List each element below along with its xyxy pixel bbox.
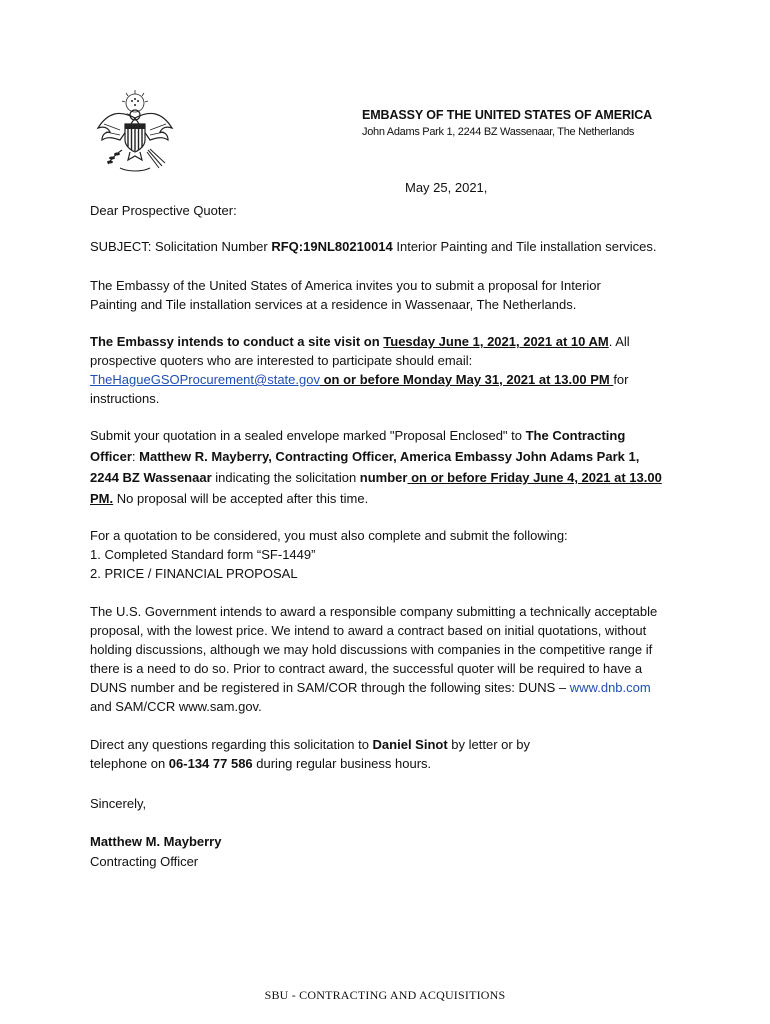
procurement-email-link[interactable]: TheHagueGSOProcurement@state.gov	[90, 372, 320, 387]
site-visit-tail: for instructions.	[90, 372, 629, 406]
requirement-item: 1. Completed Standard form “SF-1449”	[90, 547, 316, 562]
officer-address: Matthew R. Mayberry, Contracting Officer, America Embassy John Adams Park 1, 2244 BZ Wassenaar	[90, 449, 640, 485]
questions-paragraph	[90, 735, 570, 773]
site-visit-paragraph	[90, 332, 665, 408]
submission-paragraph	[90, 425, 668, 509]
letter-date: May 25, 2021,	[405, 180, 488, 195]
subject-line	[90, 237, 690, 256]
submit-tail: No proposal will be accepted after this time.	[113, 491, 369, 506]
closing: Sincerely,	[90, 796, 147, 811]
requirement-item: 2. PRICE / FINANCIAL PROPOSAL	[90, 566, 298, 581]
email-deadline: on or before Monday May 31, 2021 at 13.00 PM	[319, 372, 614, 387]
submit-indicating: indicating the solicitation	[211, 470, 360, 485]
requirements-intro: For a quotation to be considered, you must also complete and submit the following:	[90, 528, 568, 543]
submission-deadline: on or before Friday June 4, 2021 at 13.00 PM.	[90, 470, 662, 506]
contact-name: Daniel Sinot	[372, 737, 448, 752]
duns-link[interactable]: www.dnb.com	[569, 680, 651, 695]
site-visit-lead: The Embassy intends to conduct a site visit on	[90, 334, 384, 349]
embassy-address: John Adams Park 1, 2244 BZ Wassenaar, The Netherlands	[362, 126, 635, 138]
rfq-number: :19NL80210014	[298, 239, 393, 254]
number-label: number	[359, 470, 408, 485]
contracting-officer-label: The Contracting Officer	[90, 428, 626, 464]
subject-prefix: SUBJECT: Solicitation Number	[90, 239, 272, 254]
invitation-paragraph: The Embassy of the United States of America invites you to submit a proposal for Interior Painting and Tile installation services at a residence in Wassenaar, The Netherlands.	[90, 278, 601, 312]
award-paragraph	[90, 602, 675, 716]
questions-lead: Direct any questions regarding this solicitation to	[90, 737, 373, 752]
salutation: Dear Prospective Quoter:	[90, 203, 237, 218]
questions-mid: by letter or by telephone on	[90, 737, 531, 771]
us-great-seal-icon	[90, 88, 180, 178]
rfq-label: RFQ	[271, 239, 299, 254]
submit-lead: Submit your quotation in a sealed envelope marked "Proposal Enclosed" to	[90, 428, 526, 443]
signatory-name: Matthew M. Mayberry	[90, 834, 222, 849]
award-text: The U.S. Government intends to award a responsible company submitting a technically acceptable proposal, with the lowest price. We intend to award a contract based on initial quotations, without holding discussions, although we may hold discussions with companies in the competitive range if there is a need to do so. Prior to contract award, the successful quoter will be required to have a DUNS number and be registered in SAM/COR through the following sites: DUNS –	[90, 604, 658, 695]
submit-colon: :	[131, 449, 140, 464]
site-visit-after: . All prospective quoters who are interested to participate should email:	[90, 334, 630, 368]
award-tail: and SAM/CCR www.sam.gov.	[90, 699, 262, 714]
questions-tail: during regular business hours.	[252, 756, 432, 771]
footer-classification: SBU - CONTRACTING AND ACQUISITIONS	[264, 988, 506, 1002]
signatory-title: Contracting Officer	[90, 854, 199, 869]
contact-phone: 06-134 77 586	[168, 756, 253, 771]
site-visit-date: Tuesday June 1, 2021, 2021 at 10 AM	[383, 334, 609, 349]
embassy-title: EMBASSY OF THE UNITED STATES OF AMERICA	[362, 108, 653, 122]
subject-suffix: Interior Painting and Tile installation services.	[392, 239, 657, 254]
